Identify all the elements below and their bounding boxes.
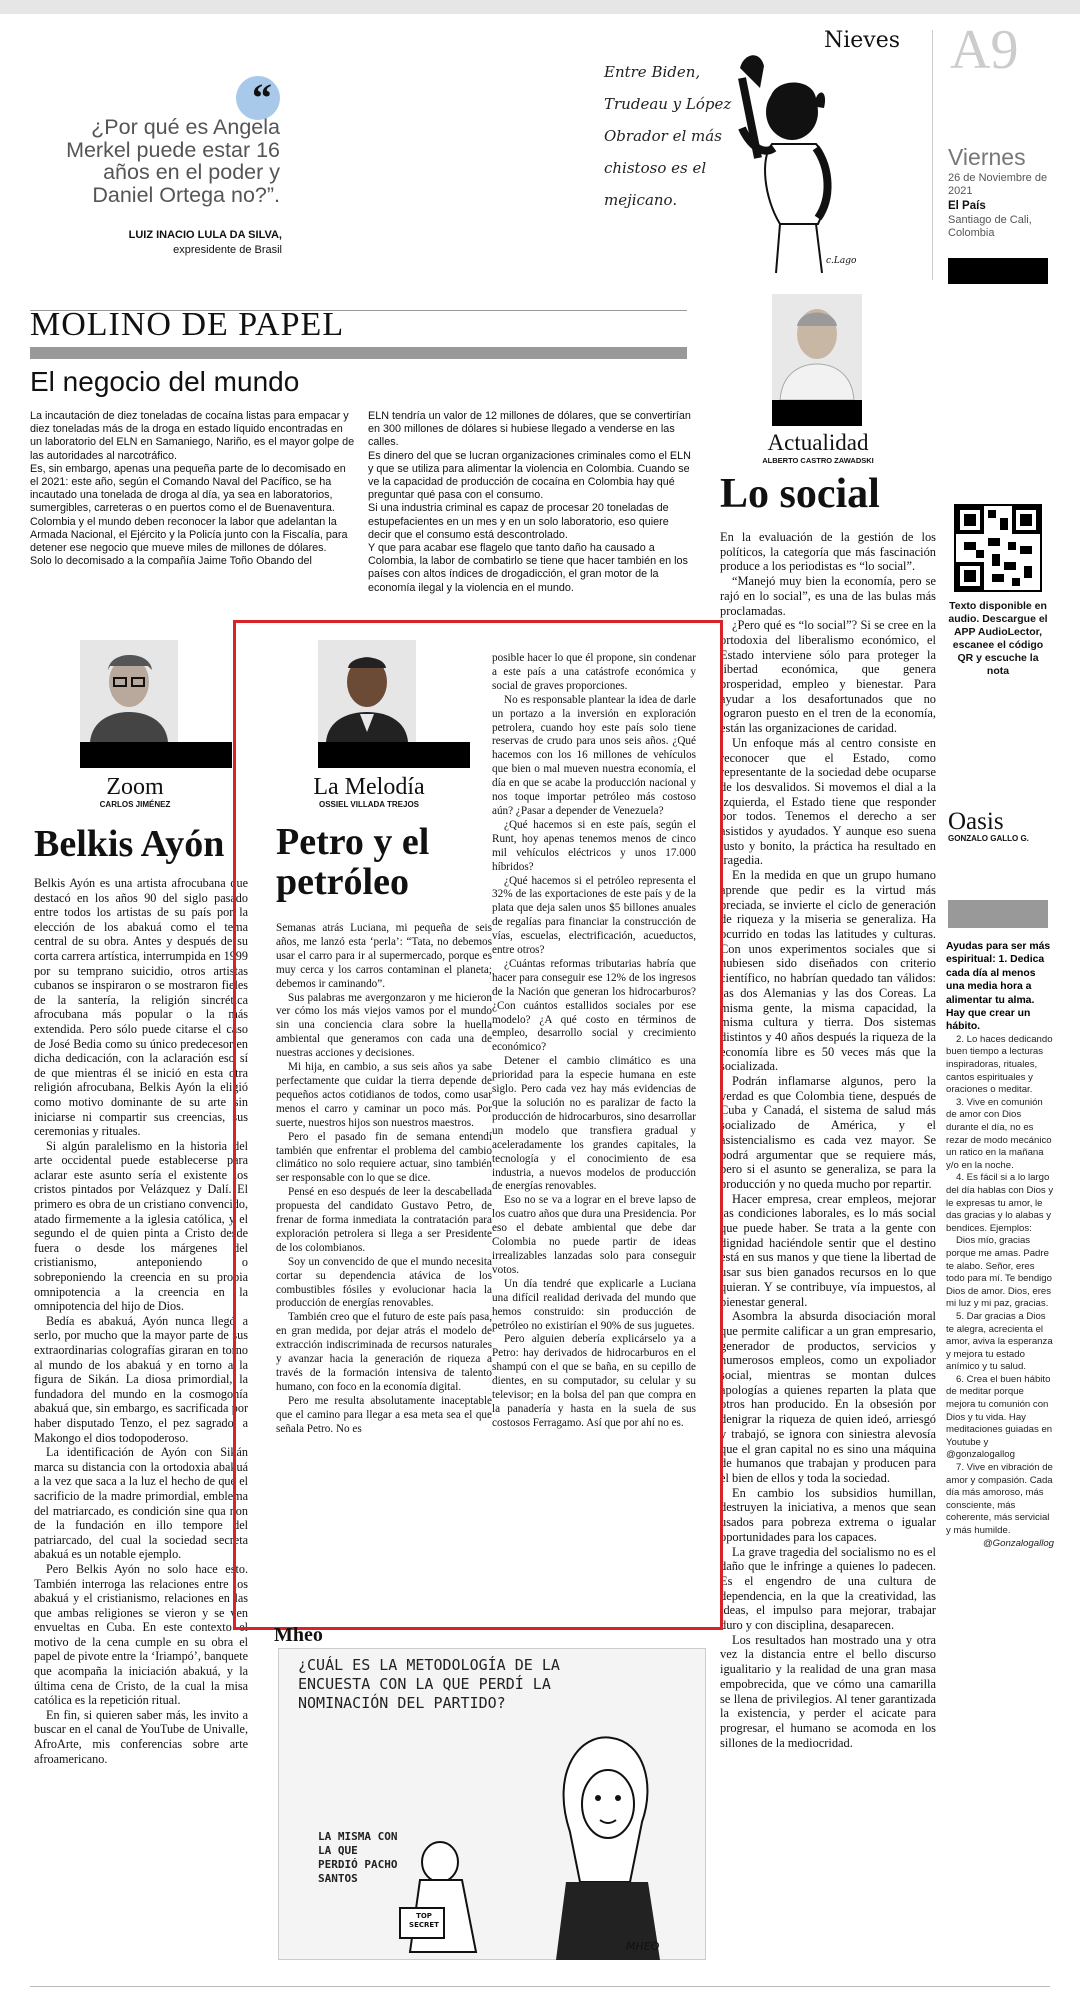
molino-right-col: [368, 410, 694, 616]
portrait-icon: [80, 640, 178, 742]
melodia-headline: Petro y el petróleo: [276, 821, 430, 903]
nieves-signature: c.Lago: [826, 256, 857, 266]
melodia-column-name: La Melodía: [313, 774, 425, 800]
oasis-handle: @Gonzalogallog: [982, 1537, 1054, 1549]
melodia-c1-p7: También creo que el futuro de este país pasa, en gran medida, por dejar atrás el modelo de extracción indiscriminada de recursos naturales y avanzar hacia la generación de riqueza a través de la formación intensiva de talento humano, con foco en la economía digital.: [276, 1311, 492, 1393]
qr-code-icon[interactable]: [954, 504, 1042, 592]
melodia-author: OSSIEL VILLADA TREJOS: [318, 800, 419, 809]
melodia-c1-p8: Pero me resulta absolutamente inaceptable que el camino para llegar a esa meta sea el que señala Petro. No es: [276, 1394, 492, 1435]
top-bar: [0, 0, 1080, 14]
nieves-cartoon-text: Entre Biden, Trudeau y López Obrador el más chistoso es el mejicano.: [604, 63, 732, 209]
zoom-p3: Bedía es abakuá, Ayón nunca llegó a serlo, por mucho que la mayor parte de sus extraordinarias colografías giraran en torno al mundo de los abakuá y en torno a la figura de Sikán. La diosa primordial, la fundadora del mundo en la cosmogonía abakuá que, sin embargo, es sacrificada por haber disputado Tenzo, el pez sagrado, a Makongo el dios todopoderoso.: [34, 1313, 248, 1445]
melodia-c2-p2: No es responsable plantear la idea de darle un portazo a la inversión en exploración petrolera, cuando hoy este país solo tiene reservas de crudo para unos seis años. ¿Qué hacemos con los 16 millones de vehículos que bien o mal mueven nuestra economía, el día en que se acabe la producción nacional y nos toque importar petróleo más costoso aún? ¿Pasar a depender de Venezuela?: [492, 693, 696, 817]
zoom-p2: Si algún paralelismo en la historia del arte occidental puede establecerse para aclarar este asunto sería el existente los cristos pintados por Velázquez y Dalí. El primero es obra de un cristiano convencido, atado firmemente a la iglesia católica, y el segundo el de quien pinta a Cristo desde fuera o desde los márgenes del cristianismo, anteponiendo o sobreponiendo la creencia en su propia omnipotencia a la creencia en la omnipotencia del hijo de Dios.: [34, 1138, 248, 1314]
highlight-box: [233, 620, 723, 1630]
oasis-lead: Ayudas para ser más espiritual: 1. Dedica cada día al menos una media hora a alimentar tu alma. Hay que crear un hábito.: [946, 941, 1051, 1033]
melodia-c2-p1: posible hacer lo que él propone, sin condenar a este país a una catástrofe económica y social de graves proporciones.: [492, 652, 696, 692]
melodia-c2-p5: ¿Cuántas reformas tributarias habría que hacer para conseguir ese 12% de los ingresos de la Nación que generan los hidrocarburos? ¿Con cuántos estallidos sociales por ese modelo? ¿A qué costo en términos de empleo, desarrollo social y crecimiento económico?: [492, 957, 696, 1054]
molino-left-p3: Colombia y el mundo deben reconocer la labor que adelantan la Armada Nacional, el Ejército y la Policía junto con la Fiscalía, para detener ese negocio que mueve miles de millones de dólares.: [30, 515, 348, 555]
molino-right-p1: ELN tendría un valor de 12 millones de dólares, que se convertirían en 300 millones de dólares si hubiese llegado a venderse en las calles.: [368, 410, 691, 449]
masthead-paper: El País: [948, 200, 986, 212]
melodia-c2-p4: ¿Qué hacemos si el petróleo representa el 32% de las exportaciones de este país y de la plata que deja salen unos $5 billones anuales de regalías para financiar la construcción de vías, escuelas, electrificación, acueductos, entre otros?: [492, 874, 696, 957]
oasis-item-6: 6. Crea el buen hábito de meditar porque mejora tu comunión con Dios y tu vida. Hay meditaciones guiadas en Youtube y @gonzalogallog: [946, 1373, 1053, 1461]
nieves-cartoon-figure: [720, 48, 856, 280]
melodia-c1-p3: Mi hija, en cambio, a sus seis años ya sabe perfectamente que cuidar la tierra depende de pequeños actos cotidianos de todos, como usar menos el carro y caminar un poco más. Por suerte, nuestros hijos son nuestros maestros.: [276, 1061, 492, 1129]
molino-right-p3: Si una industria criminal es capaz de procesar 20 toneladas de estupefacientes en un mes y en un solo laboratorio, eso quiere decir que el consumo está descontrolado.: [368, 502, 669, 541]
melodia-c2-p6: Detener el cambio climático es una prioridad para la especie humana en este siglo. Pero cada vez hay más evidencias de que la solución no es paralizar de facto la producción de hidrocarburos, sino desarrollar un modelo que transfiera gradual y aceleradamente los grandes capitales, la tecnología y el conocimiento de esa industria, a nuevos modelos de producción de energías renovables.: [492, 1055, 696, 1193]
masthead-location: Santiago de Cali, Colombia: [948, 214, 1032, 239]
actualidad-p9: En cambio los subsidios humillan, destruyen la iniciativa, a menos que sean usados para pobreza extrema o igualar oportunidades para los capaces.: [720, 1485, 936, 1544]
quote-role: expresidente de Brasil: [173, 244, 282, 256]
oasis-item-2: 2. Lo haces dedicando buen tiempo a lecturas inspiradoras, rituales, cantos espirituales y oraciones o meditar.: [946, 1033, 1053, 1096]
actualidad-headline: Lo social: [720, 471, 880, 517]
zoom-headline: Belkis Ayón: [34, 823, 225, 865]
melodia-c1-p1: Semanas atrás Luciana, mi pequeña de seis años, me lanzó esta ‘perla’: “Tata, no debemos usar el carro para ir al supermercado, porque es muy cerca y los carros contaminan el planeta; debemos ir caminando”.: [276, 922, 492, 990]
actualidad-author-photo: [772, 294, 862, 400]
melodia-c2-p3: ¿Qué hacemos si en este país, según el Runt, hoy apenas tenemos menos de cinco mil vehículos eléctricos y unos 17.000 híbridos?: [492, 818, 696, 873]
oasis-column-name: Oasis: [948, 808, 1004, 835]
zoom-photo-bar: [80, 742, 232, 768]
portrait-icon: [772, 294, 862, 400]
actualidad-p4: Un enfoque más al centro consiste en reconocer que el Estado, como representante de la sociedad debe ocuparse de los desvalidos. Si movemos el dial a la izquierda, el Estado tiene que responder por todos. Tenemos el derecho a ser asistidos y ayudados. Y aunque eso suena justo y bonito, la práctica ha resultado en tragedia.: [720, 735, 936, 868]
zoom-column-name: Zoom: [106, 774, 164, 800]
actualidad-column-name: Actualidad: [767, 430, 869, 455]
zoom-p5: Pero Belkis Ayón no solo hace esto. También interroga las relaciones entre los abakuá y el cristianismo, relaciones en las que ambas religiones se vieron y se ven envueltas en Cuba. En este contexto el motivo de la cena cumple en su obra el papel de pivote entre la ‘Iriampó’, banquete que acompaña la iniciación abakuá, y la última cena de Cristo, de la cual la misa católica es la repetición ritual.: [34, 1561, 248, 1708]
melodia-c2-p8: Un día tendré que explicarle a Luciana una difícil realidad derivada del mundo que hemos construido: sin producción de petróleo no existirían el 90% de sus juguetes.: [492, 1277, 696, 1332]
melodia-c1-p6: Soy un convencido de que el mundo necesita cortar su dependencia atávica de los combustibles fósiles y evolucionar hacia la producción de energías renovables.: [276, 1255, 492, 1310]
actualidad-p6: Podrán inflamarse algunos, pero la verdad es que Colombia tiene, después de Cuba y Canadá, el sistema de salud más socializado de América, y el asistencialismo es cada vez mayor. Se podrá argumentar que se requiere más, pero si el asunto se generaliza, se para la producción y no queda mucho por repartir.: [720, 1074, 936, 1191]
actualidad-p8: Asombra la absurda disociación moral que permite calificar a un gran empresario, generador de productos, servicios y numerosos empleos, como un expoliador social, mientras se montan dulces apologías a quienes reparten la plata que otros han producido. En la obsesión por denigrar la riqueza de quien ideó, arriesgó y trabajó, se ignora con siniestra alevosía que el gran capital no es sino una máquina de humanos que trabajan y producen para el bien de ellos y toda la sociedad.: [720, 1309, 936, 1485]
quote-author: LUIZ INACIO LULA DA SILVA,: [128, 229, 282, 241]
oasis-item-3: 3. Vive en comunión de amor con Dios durante el día, no es rezar de modo mecánico un ratico en la mañana y/o en la noche.: [946, 1096, 1052, 1171]
actualidad-p3: ¿Pero qué es “lo social”? Si se cree en la ortodoxia del liberalismo económico, el Estado interviene sólo para proteger la libertad económica, que genera prosperidad, empleo y bienestar. Para ayudar a los desafortunados que no lograron puesto en el tren de la economía, están las organizaciones de caridad.: [720, 618, 936, 736]
masthead-black-bar: [948, 258, 1048, 284]
oasis-gray-bar: [948, 900, 1048, 928]
mheo-section-label: Mheo: [274, 1624, 323, 1646]
molino-left-p4: Solo lo decomisado a la compañía Jaime Toño Obando del: [30, 555, 312, 568]
quote-text: ¿Por qué es Angela Merkel puede estar 16 años en el poder y Daniel Ortega no?”.: [66, 115, 280, 207]
mheo-caption-text: LA MISMA CON LA QUE PERDIÓ PACHO SANTOS: [318, 1830, 398, 1885]
masthead-date: 26 de Noviembre de 2021: [948, 172, 1048, 197]
actualidad-author: ALBERTO CASTRO ZAWADSKI: [762, 456, 874, 465]
molino-gray-bar: [30, 347, 687, 359]
actualidad-p5: En la medida en que un grupo humano aprende que pedir es la virtud más preciada, se invierte el ciclo de generación de riqueza y la miseria se generaliza. Ha ocurrido en todas las latitudes y culturas. Con unos experimentos sociales que si hubiesen sido diseñados con criterio científico, no habrían quedado tan válidos: las dos Alemanias y las dos Coreas. La misma gente, la misma capacidad, la misma cultura y tierra. Dos sistemas distintos y 40 años después la riqueza de la economía libre es 50 veces más que la socializada.: [720, 868, 936, 1074]
melodia-c2-p7: Eso no se va a lograr en el breve lapso de los cuatro años que dura una Presidencia. Por eso el debate ambiental que debe dar Colombia no puede partir de ideas irrealizables lanzadas solo para conseguir votos.: [492, 1194, 696, 1276]
molino-right-p4: Y que para acabar ese flagelo que tanto daño ha causado a Colombia, la labor de combatirlo se tiene que hacer también en los países con altos índices de drogadicción, el gran motor de la economía ilegal y la violencia en el mundo.: [368, 542, 688, 594]
actualidad-p7: Hacer empresa, crear empleos, mejorar las condiciones laborales, es lo más social que puede haber. Se trata a la gente con dignidad haciéndole sentir que el destino está en sus manos y que tiene la libertad de usar sus bien ganados recursos en lo que quieran. Y se contribuye, vía impuestos, al bienestar general.: [720, 1191, 936, 1309]
actualidad-p2: “Manejó muy bien la economía, pero se rajó en lo social”, es una de las bulas más proclamadas.: [720, 574, 936, 618]
molino-left-p1: La incautación de diez toneladas de cocaína listas para empacar y diez toneladas más de la droga en estado líquido encontradas en un laboratorio del ELN en Samaniego, Nariño, es el mayor golpe de las autoridades al narcotráfico.: [30, 410, 355, 462]
oasis-body: [946, 940, 1054, 1770]
molino-left-col: [30, 410, 356, 616]
quote-mark: “: [252, 75, 272, 120]
qr-caption: Texto disponible en audio. Descargue el APP AudioLector, escanee el código QR y escuche la nota: [948, 600, 1048, 677]
oasis-author: GONZALO GALLO G.: [948, 834, 1029, 843]
page-number: A9: [950, 19, 1019, 81]
bottom-rule: [30, 1986, 1050, 1987]
melodia-c1-p2: Sus palabras me avergonzaron y me hicieron ver cómo los más viejos vamos por el mundo sin una conciencia clara sobre la huella ambiental que generamos con cada una de nuestras acciones y decisiones.: [276, 991, 492, 1060]
actualidad-body: [720, 530, 936, 1962]
actualidad-p11: Los resultados han mostrado una y otra vez la distancia entre el bello discurso igualitario y la realidad de una gran masa empobrecida, que ve cómo una camarilla se llena de privilegios. Al tener garantizada la existencia, y perder el acicate para progresar, el humano se acomoda en los sillones de la mediocridad.: [720, 1632, 936, 1750]
melodia-c1-p4: Pero el pasado fin de semana entendí también que enfrentar el problema del cambio climático no solo requiere actuar, sino también ser responsable con lo que se dice.: [276, 1130, 492, 1185]
melodia-c2-p9: Pero alguien debería explicárselo ya a Petro: hay derivados de hidrocarburos en el shampú con el que se baña, en su cepillo de dientes, en su computador, su celular y su televisor; en la bolsa del pan que compra en la panadería y hasta en la suela de sus costosos Ferragamo. Así que por ahí no es.: [492, 1333, 696, 1429]
masthead-divider: [932, 30, 933, 280]
zoom-p1: Belkis Ayón es una artista afrocubana que destacó en los años 90 del siglo pasado entre todos los artistas de su país por la elección de los abakuá como el tema central de su obra. Antes y después de su corta carrera artística, interrumpida en 1999 por su temprano suicidio, otros artistas cubanos se inspiraron o se mostraron fieles de la santería, la religión sincrética afrocubana más popular o la más extendida. Pero sólo puede citarse el caso de José Bedia como su único predecesor en dicha dedicación, con la aclaración eso sí de que mientras él se inició en esta otra religión afrocubana, Belkis Ayón la eligió como motivo dominante de su arte sin iniciarse ni compartir sus creencias, sus ceremonias y rituales.: [34, 876, 248, 1139]
oasis-item-5: 5. Dar gracias a Dios te alegra, acrecienta el amor, aviva la esperanza y mejora tu estado anímico y tu salud.: [946, 1310, 1053, 1373]
mheo-signature: MHEO: [626, 1940, 660, 1953]
zoom-author: CARLOS JIMÉNEZ: [99, 800, 171, 809]
nieves-section-label: Nieves: [824, 28, 901, 53]
masthead-day: Viernes: [948, 144, 1026, 170]
molino-section-title: MOLINO DE PAPEL: [30, 306, 345, 343]
zoom-body: [34, 876, 248, 1972]
oasis-item-4: 4. Es fácil si a lo largo del día hablas con Dios y le expresas tu amor, le das gracias y lo alabas y bendices. Ejemplos:: [946, 1172, 1054, 1234]
melodia-c1-p5: Pensé en eso después de leer la descabellada propuesta del candidato Gustavo Petro, de frenar de forma inmediata la contratación para exploración petrolera si llega a ser Presidente de los colombianos.: [276, 1186, 492, 1254]
mheo-folder-text: TOP SECRET: [409, 1912, 439, 1929]
zoom-author-photo: [80, 640, 178, 742]
zoom-p6: En fin, si quieren saber más, les invito a buscar en el canal de YouTube de Univalle, AfroArte, mis conferencias sobre arte afroamericano.: [34, 1707, 248, 1766]
oasis-item-4b: Dios mío, gracias porque me amas. Padre te alabo. Señor, eres todo para mí. Te bendigo Dios de amor. Dios, eres mi luz y mi paz, gracias.: [946, 1235, 1052, 1310]
qr-pattern: [956, 506, 1040, 590]
actualidad-p1: En la evaluación de la gestión de los políticos, la categoría que más fascinación produce a los periodistas es “lo social”.: [720, 530, 936, 574]
molino-right-p2: Es dinero del que se lucran organizaciones criminales como el ELN y que se utiliza para alimentar la violencia en Colombia. Cuando se ve la capacidad de producción de cocaína en Colombia hay qué preguntar qué pasa con el consumo.: [368, 449, 691, 502]
molino-left-p2: Es, sin embargo, apenas una pequeña parte de lo decomisado en el 2021: este año, según el Comando Naval del Pacífico, se ha incautado una tonelada de droga al día, ya sea en laboratorios, sumergibles, carreteras o en puertos como el de Buenaventura.: [30, 462, 346, 515]
molino-headline: El negocio del mundo: [30, 366, 300, 397]
actualidad-photo-bar: [772, 400, 862, 426]
oasis-item-7: 7. Vive en vibración de amor y compasión. Cada día más amoroso, más consciente, más coherente, más servicial y más humilde.: [946, 1462, 1053, 1536]
actualidad-p10: La grave tragedia del socialismo no es el daño que le infringe a quienes lo padecen. Es el engendro de una cultura de dependencia, en la que la creatividad, las ideas, el impulso para mejorar, trabajar duro y con disciplina, desaparecen.: [720, 1544, 936, 1633]
zoom-p4: La identificación de Ayón con Sikán marca su distancia con la ortodoxia abakuá a la vez que saca a la luz el hecho de que el sacrificio de la madre primordial, emblema del matriarcado, es condición sine qua non de la fundación en illo tempore del patriarcado, del cual la sociedad secreta abakuá es un notable ejemplo.: [34, 1445, 248, 1562]
mheo-bubble-text: ¿CUÁL ES LA METODOLOGÍA DE LA ENCUESTA CON LA QUE PERDÍ LA NOMINACIÓN DEL PARTIDO?: [298, 1656, 560, 1712]
